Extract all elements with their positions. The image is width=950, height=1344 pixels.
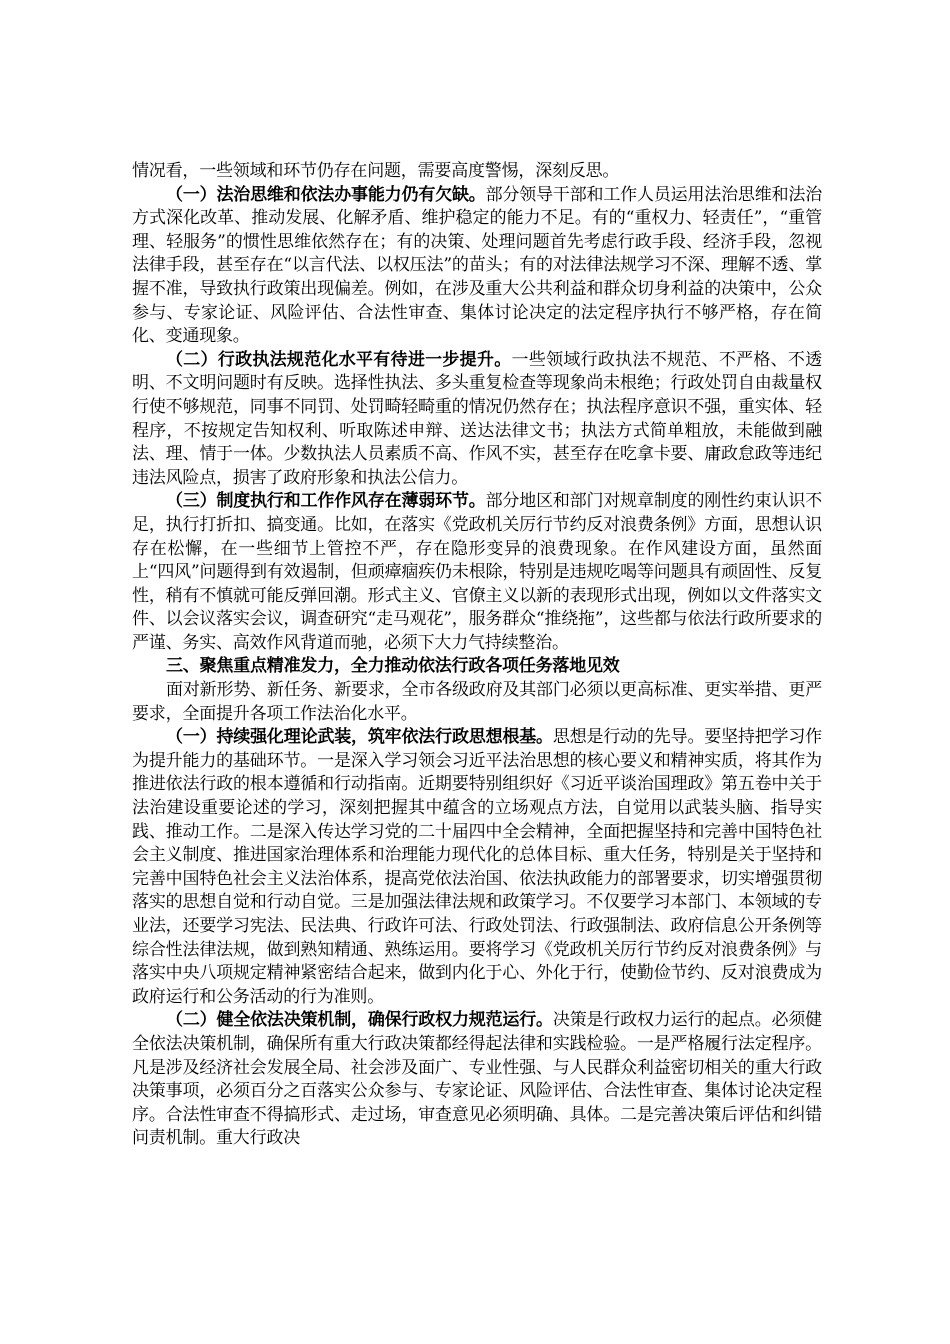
document-page [132,160,822,1151]
section-heading-text: 三、聚焦重点精准发力，全力推动依法行政各项任务落地见效 [166,656,620,677]
paragraph-text: 决策是行政权力运行的起点。必须健全依法决策机制，确保所有重大行政决策都经得起法律和实践检验。一是严格履行法定程序。凡是涉及经济社会发展全局、社会涉及面广、专业性强、与人民群众利益密切相关的重大行政决策事项，必须百分之百落实公众参与、专家论证、风险评估、合法性审查、集体讨论决定程序。合法性审查不得搞形式、走过场，审查意见必须明确、具体。二是完善决策后评估和纠错问责机制。重大行政决 [132,1010,822,1149]
paragraph-text: 面对新形势、新任务、新要求，全市各级政府及其部门必须以更高标准、更实举措、更严要求，全面提升各项工作法治化水平。 [132,680,822,724]
paragraph-section-2-3 [132,490,822,655]
paragraph-section-3-1 [132,726,822,1009]
paragraph-section-3-2 [132,1009,822,1151]
paragraph-text: 部分地区和部门对规章制度的刚性约束认识不足，执行打折扣、搞变通。比如，在落实《党政机关厉行节约反对浪费条例》方面，思想认识存在松懈，在一些细节上管控不严，存在隐形变异的浪费现象。在作风建设方面，虽然面上“四风”问题得到有效遏制，但顽瘴痼疾仍未根除，特别是违规吃喝等问题具有顽固性、反复性，稍有不慎就可能反弹回潮。形式主义、官僚主义以新的表现形式出现，例如以文件落实文件、以会议落实会议，调查研究“走马观花”，服务群众“推绕拖”，这些都与依法行政所要求的严谨、务实、高效作风背道而驰，必须下大力气持续整治。 [132,491,823,653]
paragraph-section-3-intro [132,679,822,726]
subheading: （二）健全依法决策机制，确保行政权力规范运行。 [166,1010,553,1031]
subheading: （三）制度执行和工作作风存在薄弱环节。 [166,491,486,512]
subheading: （一）法治思维和依法办事能力仍有欠缺。 [166,184,486,205]
paragraph-text: 思想是行动的先导。要坚持把学习作为提升能力的基础环节。一是深入学习领会习近平法治思想的核心要义和精神实质，将其作为推进依法行政的根本遵循和行动指南。近期要特别组织好《习近平谈治国理政》第五卷中关于法治建设重要论述的学习，深刻把握其中蕴含的立场观点方法，自觉用以武装头脑、指导实践、推动工作。二是深入传达学习党的二十届四中全会精神，全面把握坚持和完善中国特色社会主义制度、推进国家治理体系和治理能力现代化的总体目标、重大任务，特别是关于坚持和完善中国特色社会主义法治体系，提高党依法治国、依法执政能力的部署要求，切实增强贯彻落实的思想自觉和行动自觉。三是加强法律法规和政策学习。不仅要学习本部门、本领域的专业法，还要学习宪法、民法典、行政许可法、行政处罚法、行政强制法、政府信息公开条例等综合性法律法规，做到熟知精通、熟练运用。要将学习《党政机关厉行节约反对浪费条例》与落实中央八项规定精神紧密结合起来，做到内化于心、外化于行，使勤俭节约、反对浪费成为政府运行和公务活动的行为准则。 [132,727,822,1007]
paragraph-text: 部分领导干部和工作人员运用法治思维和法治方式深化改革、推动发展、化解矛盾、维护稳定的能力不足。有的“重权力、轻责任”，“重管理、轻服务”的惯性思维依然存在；有的决策、处理问题首先考虑行政手段、经济手段，忽视法律手段，甚至存在“以言代法、以权压法”的苗头；有的对法律法规学习不深、理解不透、掌握不准，导致执行政策出现偏差。例如，在涉及重大公共利益和群众切身利益的决策中，公众参与、专家论证、风险评估、合法性审查、集体讨论决定的法定程序执行不够严格，存在简化、变通现象。 [132,184,823,347]
paragraph-text: 一些领域行政执法不规范、不严格、不透明、不文明问题时有反映。选择性执法、多头重复检查等现象尚未根绝；行政处罚自由裁量权行使不够规范，同事不同罚、处罚畸轻畸重的情况仍然存在；执法程序意识不强，重实体、轻程序，不按规定告知权利、听取陈述申辩、送达法律文书；执法方式简单粗放，未能做到融法、理、情于一体。少数执法人员素质不高、作风不实，甚至存在吃拿卡要、庸政怠政等违纪违法风险点，损害了政府形象和执法公信力。 [132,349,822,488]
paragraph-continuation [132,160,822,184]
paragraph-section-2-1 [132,184,822,349]
subheading: （一）持续强化理论武装，筑牢依法行政思想根基。 [166,727,553,748]
section-heading-3 [132,655,822,679]
paragraph-text: 情况看，一些领域和环节仍存在问题，需要高度警惕，深刻反思。 [132,161,620,181]
subheading: （二）行政执法规范化水平有待进一步提升。 [166,349,512,370]
paragraph-section-2-2 [132,349,822,491]
